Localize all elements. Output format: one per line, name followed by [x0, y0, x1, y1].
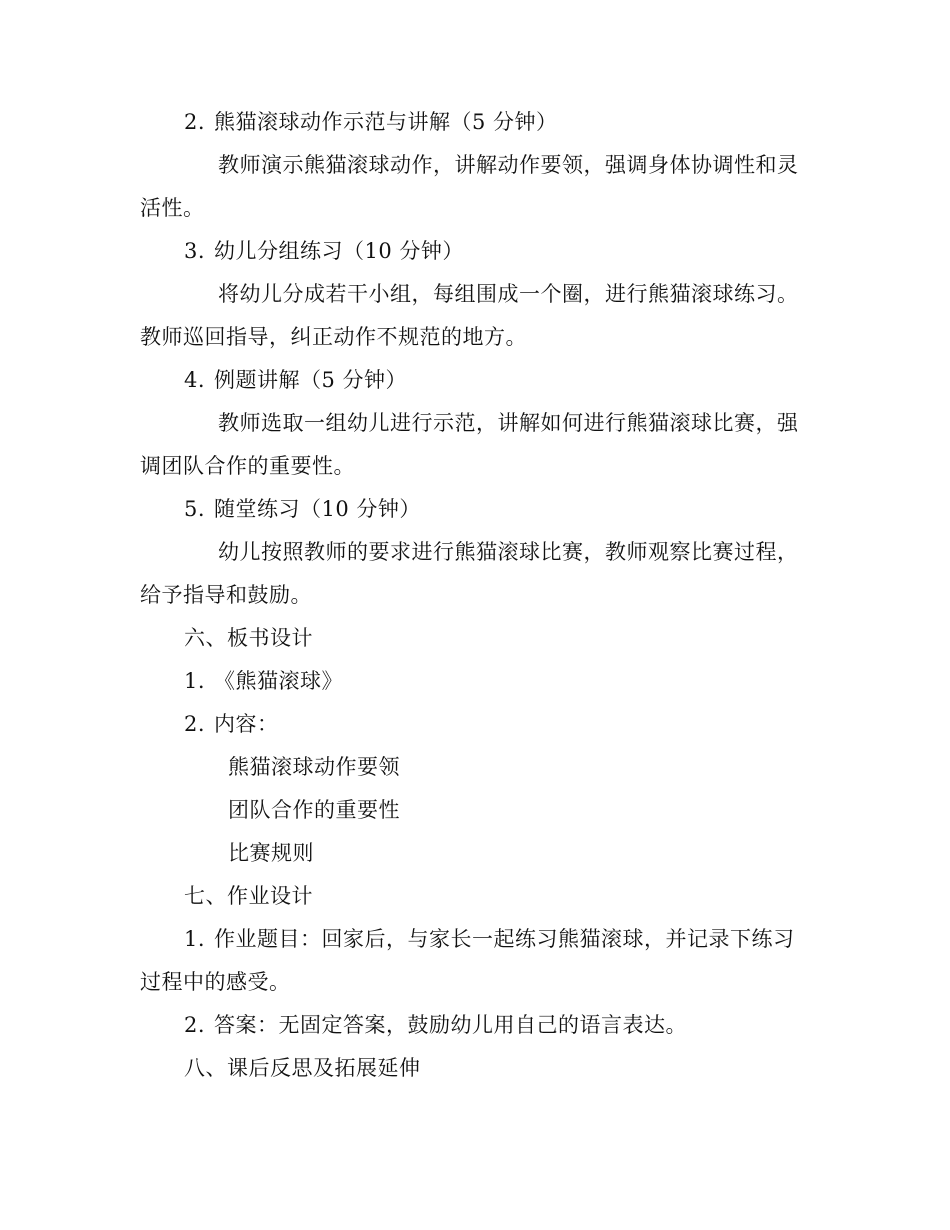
list-item — [184, 494, 421, 524]
list-item — [184, 709, 279, 739]
paragraph-line: 给予指导和鼓励。 — [140, 583, 312, 607]
paragraph-line: 教师演示熊猫滚球动作，讲解动作要领，强调身体协调性和灵 — [218, 153, 799, 177]
paragraph-line: 将幼儿分成若干小组，每组围成一个圈，进行熊猫滚球练习。 — [218, 282, 799, 306]
paragraph-line: 调团队合作的重要性。 — [140, 454, 355, 478]
item-number: 2. — [184, 1013, 206, 1037]
item-number: 3. — [184, 239, 206, 263]
sub-item: 团队合作的重要性 — [228, 798, 400, 822]
paragraph-line: 教师巡回指导，纠正动作不规范的地方。 — [140, 325, 527, 349]
list-item — [184, 236, 464, 266]
item-text: 随堂练习（10 分钟） — [214, 497, 421, 521]
section-heading: 八、课后反思及拓展延伸 — [184, 1056, 421, 1080]
list-item — [184, 924, 795, 954]
item-text: 例题讲解（5 分钟） — [214, 368, 408, 392]
sub-item: 比赛规则 — [228, 841, 314, 865]
item-number: 4. — [184, 368, 206, 392]
paragraph-line: 教师选取一组幼儿进行示范，讲解如何进行熊猫滚球比赛，强 — [218, 411, 799, 435]
list-item — [184, 666, 343, 696]
item-text: 答案：无固定答案，鼓励幼儿用自己的语言表达。 — [214, 1013, 687, 1037]
sub-item: 熊猫滚球动作要领 — [228, 755, 400, 779]
list-item — [184, 365, 407, 395]
item-text: 熊猫滚球动作示范与讲解（5 分钟） — [214, 110, 558, 134]
section-heading: 七、作业设计 — [184, 884, 313, 908]
item-number: 1. — [184, 669, 206, 693]
item-text: 《熊猫滚球》 — [214, 669, 343, 693]
list-item — [184, 107, 558, 137]
item-number: 5. — [184, 497, 206, 521]
item-number: 2. — [184, 712, 206, 736]
paragraph-line: 活性。 — [140, 196, 205, 220]
item-text: 幼儿分组练习（10 分钟） — [214, 239, 464, 263]
item-text: 作业题目：回家后，与家长一起练习熊猫滚球，并记录下练习 — [214, 927, 795, 951]
item-text: 内容： — [214, 712, 279, 736]
item-number: 2. — [184, 110, 206, 134]
item-number: 1. — [184, 927, 206, 951]
list-item — [184, 1010, 687, 1040]
paragraph-line: 幼儿按照教师的要求进行熊猫滚球比赛，教师观察比赛过程， — [218, 540, 799, 564]
paragraph-line: 过程中的感受。 — [140, 970, 291, 994]
section-heading: 六、板书设计 — [184, 626, 313, 650]
